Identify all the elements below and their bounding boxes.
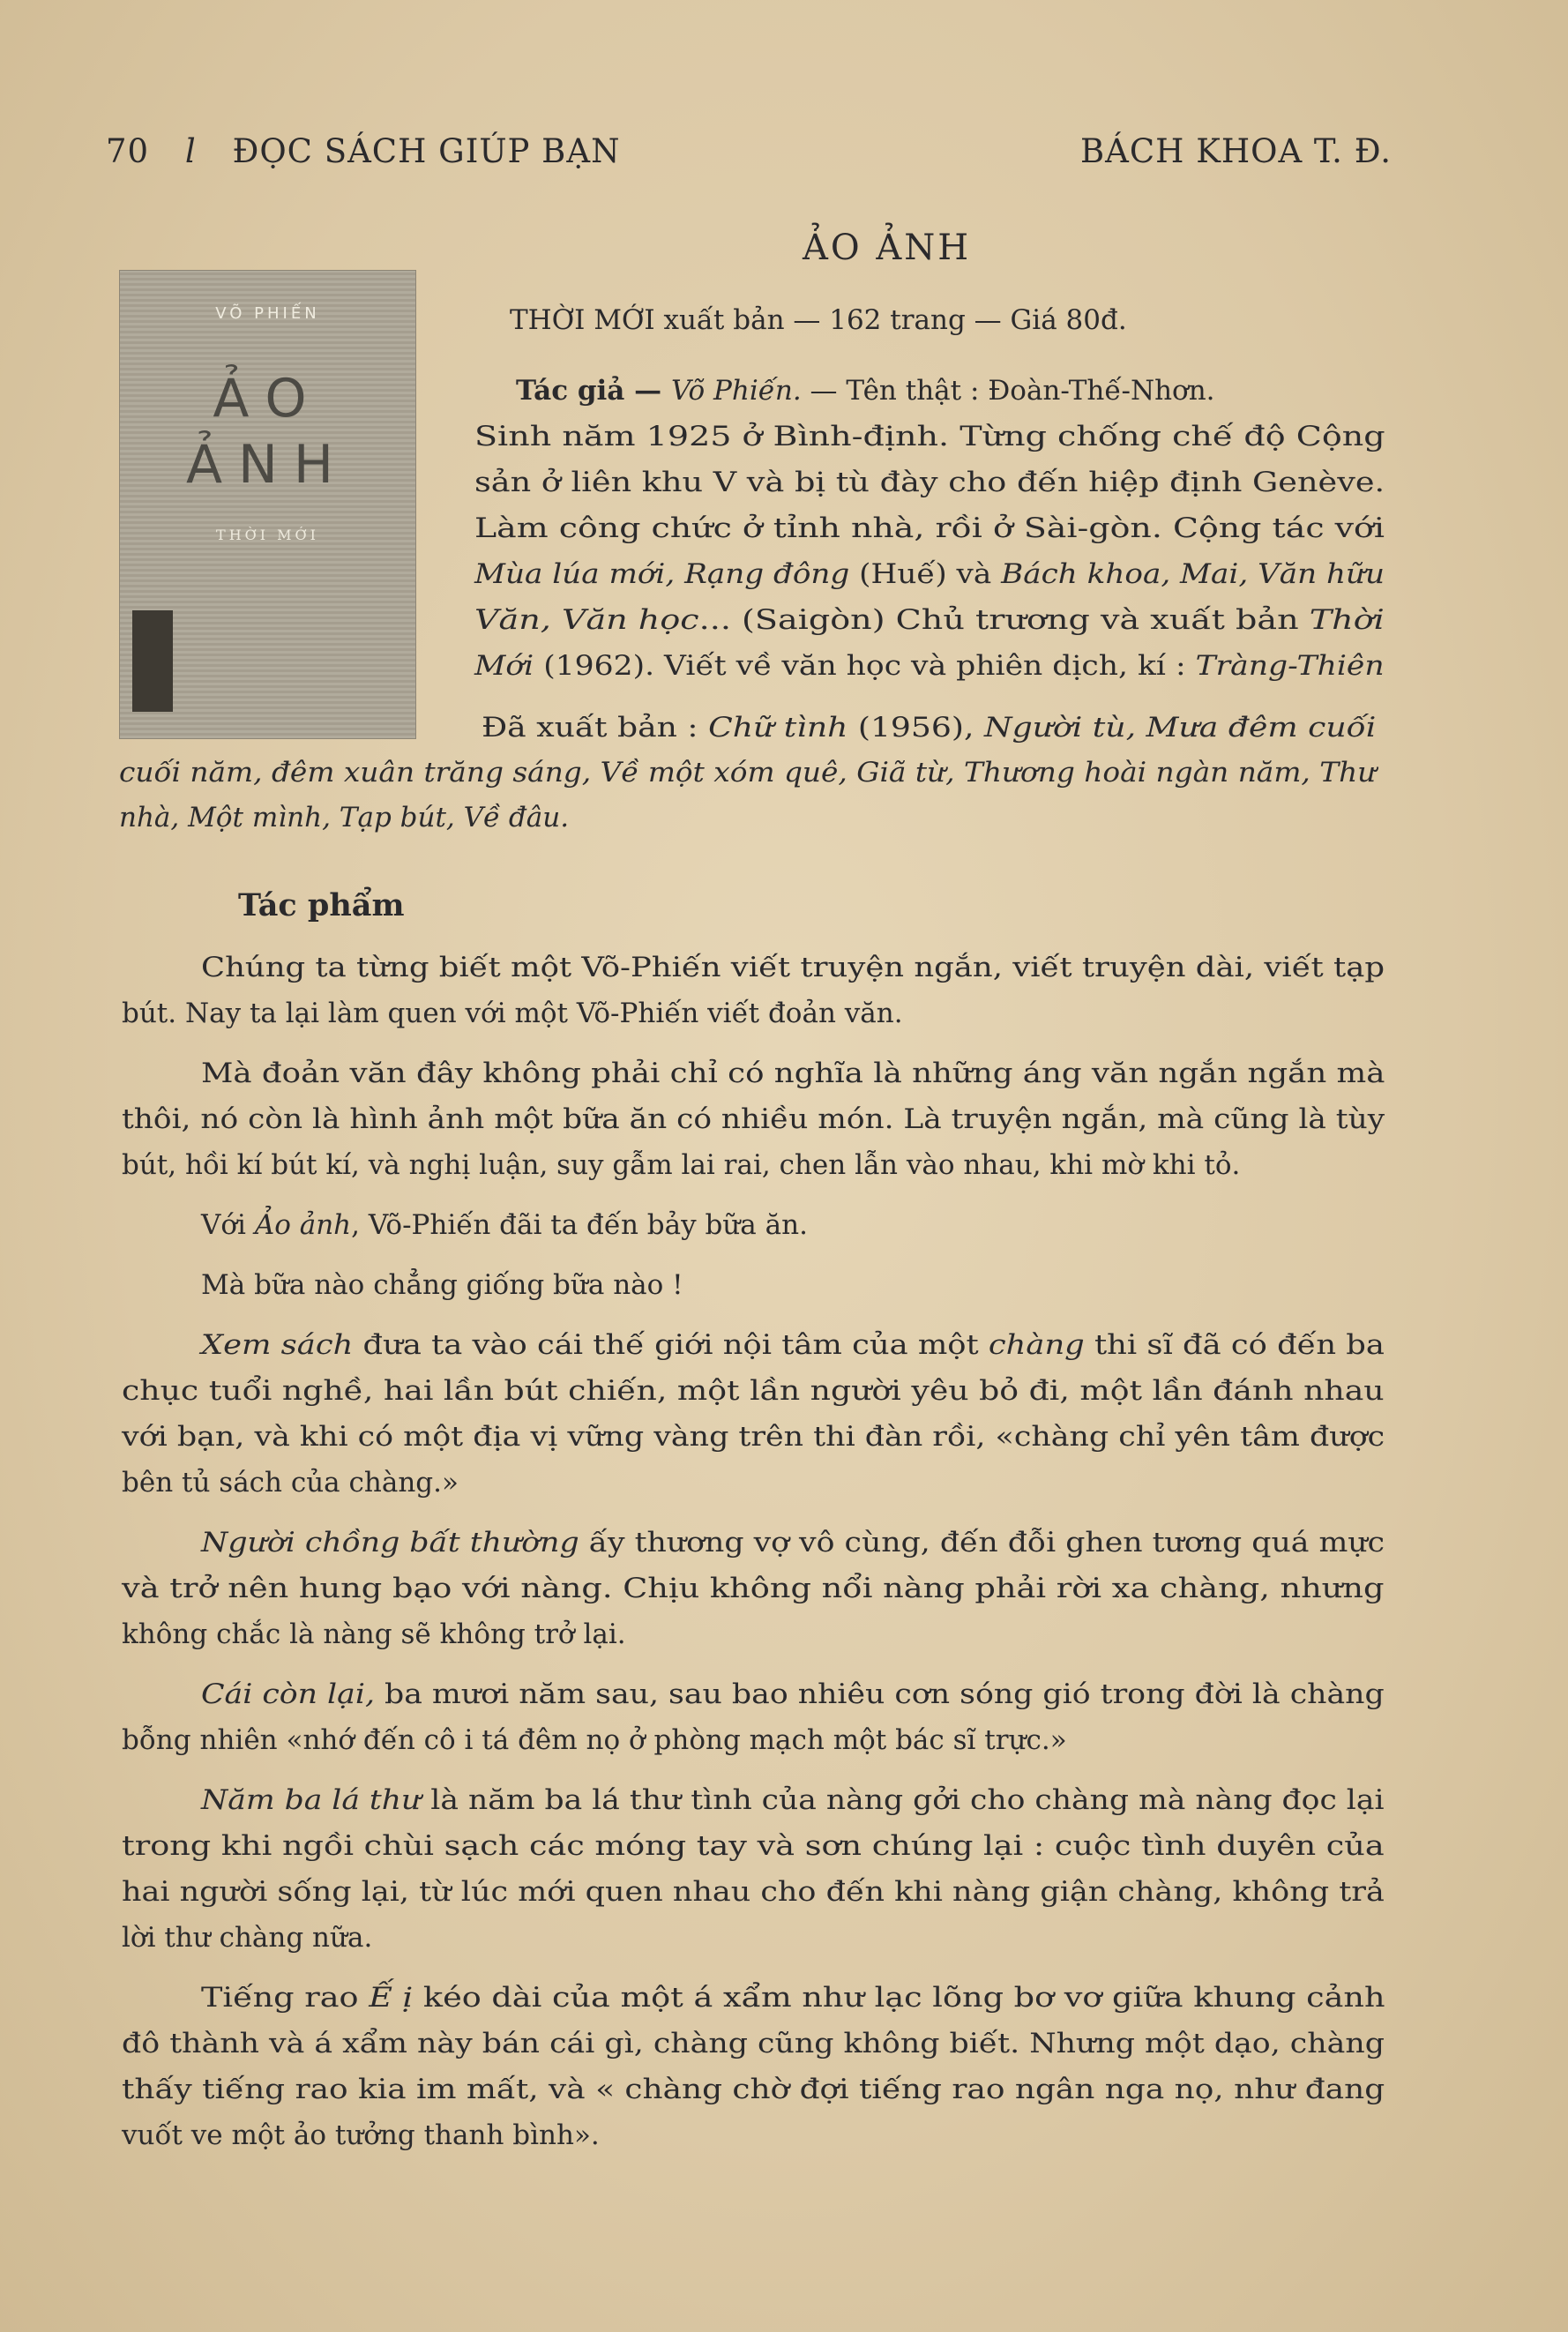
paragraph-line [122, 1824, 1385, 1869]
paragraph-line [201, 1051, 1385, 1096]
text-run: (1962). Viết về văn học và phiên dịch, kí : [534, 650, 1196, 682]
text-run: với bạn, và khi có một địa vị vững vàng trên thi đàn rồi, «chàng chỉ yên tâm được [122, 1421, 1385, 1453]
text-run: Đã xuất bản : [482, 712, 709, 744]
text-run: sản ở liên khu V và bị tù đày cho đến hiệp định Genève. [474, 467, 1385, 498]
text-run: thôi, nó còn là hình ảnh một bữa ăn có nhiều món. Là truyện ngắn, mà cũng là tùy [122, 1103, 1385, 1135]
author-info-line [474, 506, 1385, 551]
text-run: hai người sống lại, từ lúc mới quen nhau cho đến khi nàng giận chàng, không trả [122, 1876, 1385, 1908]
text-run: lời thư chàng nữa. [122, 1922, 373, 1954]
published-works-line [482, 706, 1376, 751]
text-run: Làm công chức ở tỉnh nhà, rồi ở Sài-gòn. Cộng tác với [474, 512, 1385, 544]
header-left [106, 132, 620, 170]
text-run: (Huế) và [849, 558, 1002, 590]
text-run: ... (Saigòn) Chủ trương và xuất bản [698, 604, 1310, 636]
paragraph-line [201, 946, 1385, 990]
text-run: trong khi ngồi chùi sạch các móng tay và sơn chúng lại : cuộc tình duyên của [122, 1830, 1385, 1862]
paragraph-line [201, 1263, 683, 1308]
cover-dark-block [132, 610, 173, 712]
paragraph-line [201, 1521, 1385, 1566]
paragraph-line [201, 1323, 1385, 1368]
author-info-line [474, 598, 1385, 643]
italic-text: nhà, Một mình, Tạp bút, Về đâu. [119, 802, 570, 833]
text-run: không chắc là nàng sẽ không trở lại. [122, 1618, 626, 1650]
italic-text: Mới [474, 650, 534, 682]
author-info-line [474, 460, 1385, 505]
italic-text: Ế ị [369, 1982, 414, 2014]
paragraph-line [122, 1461, 459, 1506]
paragraph-line [201, 1672, 1385, 1717]
magazine-name: BÁCH KHOA T. Đ. [1079, 132, 1392, 170]
book-title: ẢO ẢNH [803, 228, 972, 268]
paragraph-line [122, 1718, 1067, 1763]
italic-text: Xem sách [201, 1329, 354, 1361]
book-cover-image [119, 270, 416, 739]
paragraph-line [122, 1566, 1385, 1611]
cover-author: VÕ PHIẾN [215, 304, 320, 323]
text-run: — Tên thật : Đoàn-Thế-Nhơn. [801, 375, 1215, 407]
paragraph-line [122, 1612, 626, 1657]
paragraph-line [122, 2067, 1385, 2112]
text-run: thấy tiếng rao kia im mất, và « chàng chờ đợi tiếng rao ngân nga nọ, như đang [122, 2074, 1385, 2105]
published-works-line [119, 751, 1376, 796]
text-run: vuốt ve một ảo tưởng thanh bình». [122, 2119, 600, 2151]
italic-text: Võ Phiến. [670, 375, 802, 407]
italic-text: cuối năm, đêm xuân trăng sáng, Về một xóm quê, Giã từ, Thương hoài ngàn năm, Thư [119, 757, 1377, 789]
header-separator: l [184, 132, 197, 170]
italic-text: Bách khoa, Mai, Văn hữu [1001, 558, 1385, 590]
italic-text: chàng [988, 1329, 1085, 1361]
italic-text: Văn, Văn học [474, 604, 699, 636]
text-run: bên tủ sách của chàng.» [122, 1467, 459, 1499]
cover-publisher: THỜI MỚI [216, 527, 319, 543]
text-run: đưa ta vào cái thế giới nội tâm của một [353, 1329, 989, 1361]
text-run: ấy thương vợ vô cùng, đến đỗi ghen tương quá mực [579, 1527, 1385, 1558]
italic-text: Tràng-Thiên [1195, 650, 1385, 682]
running-header [106, 132, 1392, 185]
text-run: Tác giả — [516, 375, 671, 407]
published-works-line [119, 796, 569, 841]
section-title: Tác phẩm [238, 887, 405, 923]
text-run: , Võ-Phiến đãi ta đến bảy bữa ăn. [351, 1209, 808, 1241]
section-name: ĐỌC SÁCH GIÚP BẠN [232, 132, 621, 170]
paragraph-line [122, 1097, 1385, 1142]
text-run: bút. Nay ta lại làm quen với một Võ-Phiến viết đoản văn. [122, 998, 903, 1029]
italic-text: Cái còn lại, [201, 1678, 375, 1710]
author-info-line [474, 415, 1385, 460]
page-number: 70 [106, 132, 150, 170]
author-info-line [474, 552, 1385, 597]
italic-text: Ảo ảnh [254, 1209, 352, 1241]
cover-title-line2: ẢNH [185, 434, 350, 496]
text-run: (1956), [847, 712, 984, 744]
text-run: là năm ba lá thư tình của nàng gởi cho chàng mà nàng đọc lại [421, 1784, 1385, 1816]
text-run: kéo dài của một á xẩm như lạc lõng bơ vơ giữa khung cảnh [413, 1982, 1385, 2014]
paragraph-line [122, 1415, 1385, 1460]
text-run: Với [201, 1209, 255, 1241]
text-run: Chúng ta từng biết một Võ-Phiến viết truyện ngắn, viết truyện dài, viết tạp [201, 952, 1385, 983]
text-run: bỗng nhiên «nhớ đến cô i tá đêm nọ ở phòng mạch một bác sĩ trực.» [122, 1724, 1067, 1756]
text-run: Mà đoản văn đây không phải chỉ có nghĩa là những áng văn ngắn ngắn mà [201, 1058, 1385, 1089]
paragraph-line [122, 1916, 372, 1961]
text-run: Tiếng rao [201, 1982, 370, 2014]
paragraph-line [201, 1778, 1385, 1823]
italic-text: Người tù, Mưa đêm cuối [983, 712, 1377, 744]
text-run: Sinh năm 1925 ở Bình-định. Từng chống chế độ Cộng [474, 421, 1385, 452]
paragraph-line [122, 1143, 1240, 1188]
cover-title-line1: ẢO [213, 368, 323, 430]
text-run: đô thành và á xẩm này bán cái gì, chàng cũng không biết. Nhưng một dạo, chàng [122, 2028, 1385, 2059]
paragraph-line [122, 2113, 600, 2158]
paragraph-line [122, 1369, 1385, 1414]
paragraph-line [201, 1203, 808, 1248]
text-run: ba mươi năm sau, sau bao nhiêu cơn sóng gió trong đời là chàng [374, 1678, 1385, 1710]
publisher-line: THỜI MỚI xuất bản — 162 trang — Giá 80đ. [510, 304, 1127, 336]
text-run: bút, hồi kí bút kí, và nghị luận, suy gẫm lai rai, chen lẫn vào nhau, khi mờ khi tỏ. [122, 1149, 1241, 1181]
italic-text: Mùa lúa mới, Rạng đông [474, 558, 850, 590]
paragraph-line [201, 1976, 1385, 2021]
italic-text: Thời [1309, 604, 1385, 636]
italic-text: Năm ba lá thư [201, 1784, 422, 1816]
paragraph-line [122, 991, 903, 1036]
text-run: và trở nên hung bạo với nàng. Chịu không nổi nàng phải rời xa chàng, nhưng [122, 1573, 1385, 1604]
text-run: Mà bữa nào chẳng giống bữa nào ! [201, 1269, 683, 1301]
text-run: chục tuổi nghề, hai lần bút chiến, một lần người yêu bỏ đi, một lần đánh nhau [122, 1375, 1385, 1407]
paragraph-line [122, 1870, 1385, 1915]
italic-text: Chữ tình [708, 712, 848, 744]
author-info-line [474, 644, 1385, 689]
text-run: thi sĩ đã có đến ba [1084, 1329, 1385, 1361]
paragraph-line [122, 2022, 1385, 2067]
author-info-line [516, 369, 1215, 414]
italic-text: Người chồng bất thường [201, 1527, 579, 1558]
